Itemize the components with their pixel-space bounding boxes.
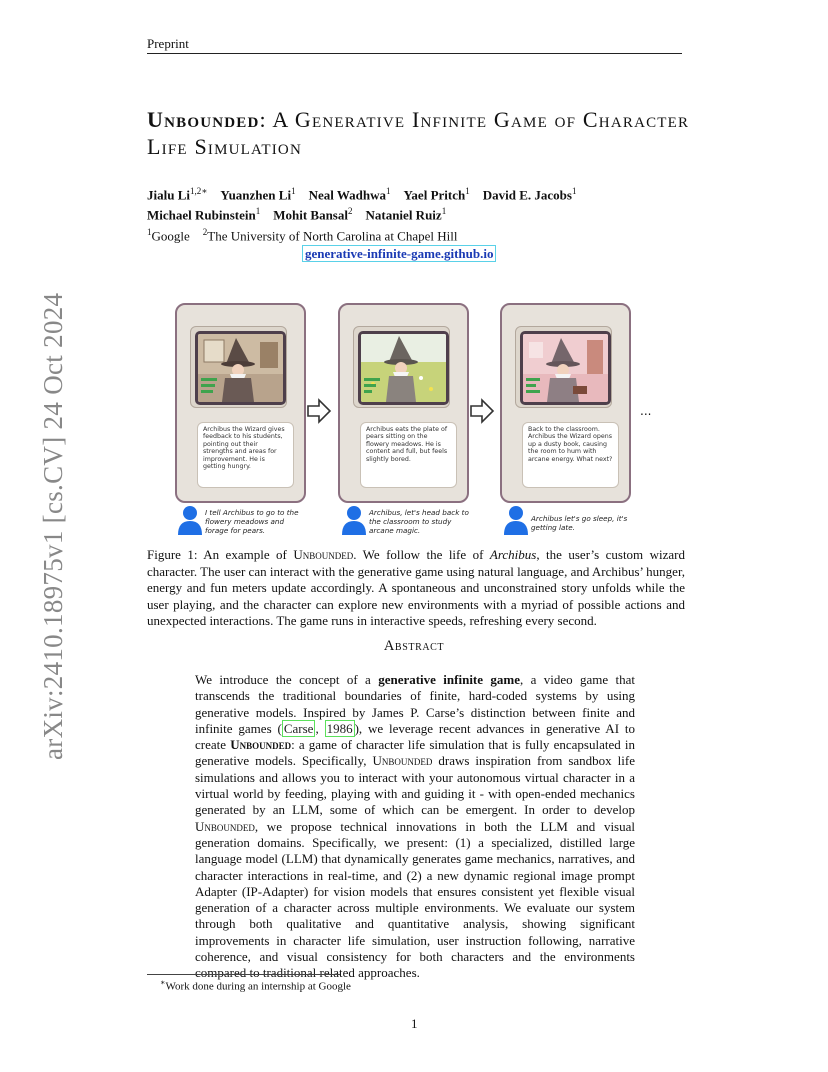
author-name: Yael Pritch xyxy=(403,187,466,203)
figure-caption xyxy=(147,547,685,630)
story-card-1: Archibus the Wizard gives feedback to his students, pointing out their strengths and areas for improvement. He is getting hungry. xyxy=(197,422,294,488)
author-name: Neal Wadhwa xyxy=(308,187,386,203)
abstract-game-name: Unbounded xyxy=(372,753,433,769)
project-url-link[interactable]: generative-infinite-game.github.io xyxy=(302,245,496,262)
author-affiliation-mark: 1 xyxy=(291,186,296,196)
affiliation-name: Google xyxy=(151,227,190,243)
author-affiliation-mark: 1 xyxy=(255,206,261,217)
author-name: Jialu Li xyxy=(147,187,190,203)
game-device-1 xyxy=(175,303,306,503)
title-rest: : A Generative Infinite Game of Character Life Simulation xyxy=(147,107,690,159)
energy-meter xyxy=(364,384,376,387)
author-affiliation-mark: 1 xyxy=(441,206,447,217)
author-name: Yuanzhen Li xyxy=(220,187,292,203)
user-input-text: I tell Archibus to go to the flowery meadows and forage for pears. xyxy=(205,508,299,535)
hunger-meter xyxy=(364,378,380,381)
abstract-text: , we propose technical innovations in both the LLM and visual generation domains. Specifically, we present: (1) a specialized, distilled large language model (LLM) that dynamically generates game mechanics, narratives, and character interactions in real-time, and (2) a new dynamic regional image prompt Adapter (IP-Adapter) for vision models that ensures consistent yet flexible visual generation of a character across multiple environments. We evaluate our system through both qualitative and quantitative analysis, showing significant improvements in character life simulation, user instruction following, narrative coherence, and visual consistency for both characters and the environments compared to traditional related approaches. xyxy=(195,818,635,981)
fun-meter xyxy=(201,390,213,393)
abstract-text: : a game of character life simulation that is fully encapsulated in generative models. Specifically, xyxy=(195,737,635,769)
paper-title xyxy=(147,106,692,160)
author-name: David E. Jacobs xyxy=(482,187,572,203)
footnote-text: Work done during an internship at Google xyxy=(165,980,351,993)
abstract-text: draws inspiration from sandbox life simulations and allows you to interact with your autonomous virtual character in a virtual world by feeding, playing with and guiding it - with open-ended mechanics generated by an LLM, some of which can be emergent. In order to develop xyxy=(195,753,635,818)
caption-text: . We follow the life of xyxy=(353,547,490,562)
citation-year-link[interactable]: 1986 xyxy=(326,720,353,736)
footnote-rule xyxy=(147,974,340,975)
caption-game-name: Unbounded xyxy=(293,547,354,562)
energy-meter xyxy=(526,384,536,387)
game-device-2 xyxy=(338,303,469,503)
author-name: Michael Rubinstein xyxy=(147,207,256,223)
footnote xyxy=(160,978,351,993)
authors-line-1 xyxy=(147,183,687,203)
page-number: 1 xyxy=(411,1016,418,1031)
author-name: Mohit Bansal xyxy=(273,207,348,223)
caption-character-name: Archibus xyxy=(489,547,537,562)
header-rule xyxy=(147,53,682,54)
citation-separator: , xyxy=(315,720,325,736)
wizard-scene-classroom xyxy=(198,334,283,402)
user-icon xyxy=(178,505,202,535)
game-screen-classroom-book xyxy=(520,331,611,405)
figure-1 xyxy=(170,300,660,545)
user-input-3 xyxy=(504,505,639,545)
abstract-game-name: Unbounded xyxy=(195,818,255,834)
author-affiliation-mark: 1,2∗ xyxy=(190,186,208,196)
user-icon xyxy=(342,505,366,535)
fun-meter xyxy=(364,390,372,393)
title-game-name: Unbounded xyxy=(147,107,260,132)
game-device-3 xyxy=(500,303,631,503)
abstract-text: , a video game that transcends the traditional boundaries of finite, hard-coded systems by using generative models. Inspired by James P. Carse’s distinction between finite and infinite games ( xyxy=(195,672,636,736)
affiliation-mark: 2 xyxy=(202,226,208,237)
abstract-heading: Abstract xyxy=(383,638,445,654)
author-affiliation-mark: 1 xyxy=(465,186,470,196)
screen-frame xyxy=(515,326,612,408)
abstract-game-name: Unbounded xyxy=(230,737,292,753)
author-affiliation-mark: 1 xyxy=(385,186,391,196)
author-name: Nataniel Ruiz xyxy=(365,207,442,223)
game-screen-classroom xyxy=(195,331,286,405)
page-header: Preprint xyxy=(147,36,189,51)
footnote-mark: ∗ xyxy=(160,978,166,987)
citation-author: Carse xyxy=(283,720,314,736)
caption-prefix: Figure 1: An example of xyxy=(147,547,294,562)
story-card-2: Archibus eats the plate of pears sitting on the flowery meadows. He is content and full, but feels slightly bored. xyxy=(360,422,457,488)
arrow-right-icon xyxy=(306,398,332,424)
hunger-meter xyxy=(526,378,540,381)
arxiv-identifier: arXiv:2410.18975v1 [cs.CV] 24 Oct 2024 xyxy=(38,292,68,760)
game-screen-meadow xyxy=(358,331,449,405)
abstract-body xyxy=(195,672,635,982)
user-input-1 xyxy=(178,505,313,545)
caption-text: , the user’s custom wizard character. The user can interact with the generative game using natural language, and Archibus’ hunger, energy and fun meters update accordingly. A spontaneous and unconstrained story unfolds while the user playing, and the character can explore new environments with a myriad of possible actions and unexpected interactions. The game runs in interactive speeds, refreshing every second. xyxy=(147,547,685,628)
abstract-emphasis: generative infinite game xyxy=(378,672,520,687)
affiliation-mark: 1 xyxy=(147,226,152,237)
author-block xyxy=(147,183,687,244)
wizard-scene-meadow xyxy=(361,334,446,402)
authors-line-2 xyxy=(147,203,687,223)
continuation-ellipsis: ... xyxy=(640,404,652,418)
affiliation-name: The University of North Carolina at Chapel Hill xyxy=(207,227,458,243)
wizard-scene-book xyxy=(523,334,608,402)
abstract-text: We introduce the concept of a xyxy=(195,672,379,687)
affiliations xyxy=(147,224,687,244)
abstract-text: ), we leverage recent advances in generative AI to create xyxy=(195,720,635,753)
user-input-text: Archibus, let's head back to the classroom to study arcane magic. xyxy=(369,508,469,535)
story-card-3: Back to the classroom. Archibus the Wizard opens up a dusty book, causing the room to hum with arcane energy. What next? xyxy=(522,422,619,488)
author-affiliation-mark: 2 xyxy=(347,206,353,217)
screen-frame xyxy=(190,326,287,408)
fun-meter xyxy=(526,390,540,393)
user-icon xyxy=(504,505,528,535)
energy-meter xyxy=(201,384,215,387)
screen-frame xyxy=(353,326,450,408)
citation-link[interactable] xyxy=(282,720,316,737)
author-affiliation-mark: 1 xyxy=(571,186,577,196)
user-input-2 xyxy=(342,505,477,545)
hunger-meter xyxy=(201,378,217,381)
user-input-text: Archibus let's go sleep, it's getting late. xyxy=(531,514,628,532)
arrow-right-icon xyxy=(469,398,495,424)
